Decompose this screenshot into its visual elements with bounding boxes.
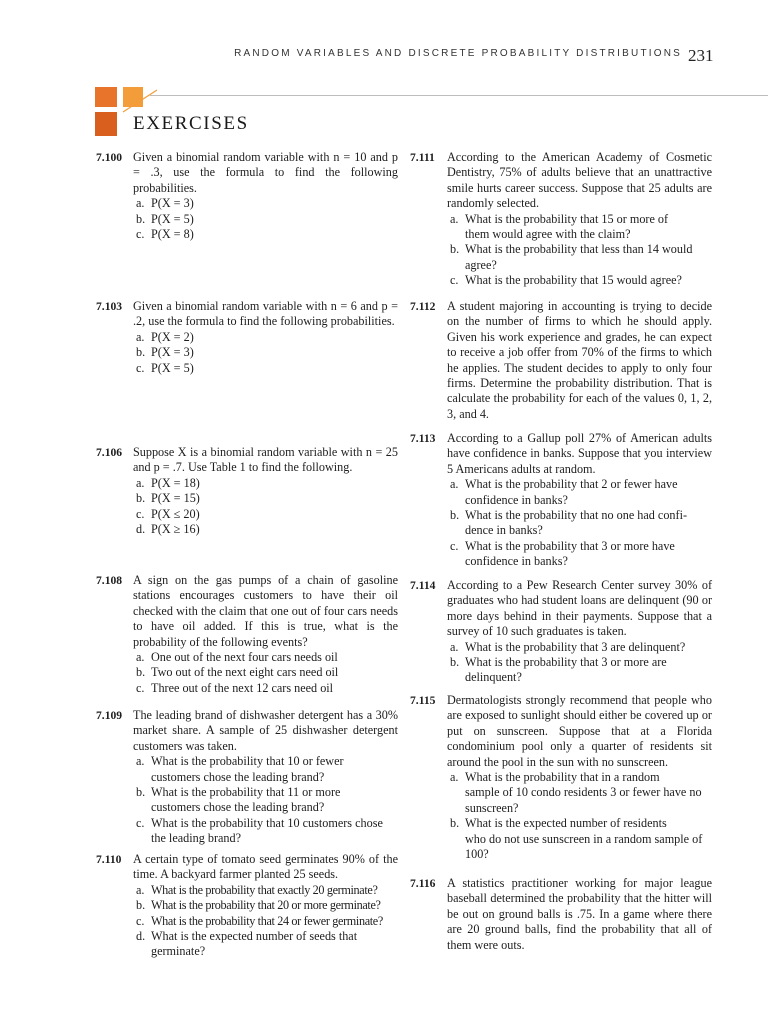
part-line: What is the probability that 3 or more are	[465, 655, 667, 670]
part-text: P(X = 18)	[151, 475, 200, 490]
part-text: P(X = 5)	[151, 360, 194, 375]
exercise-7-103	[96, 299, 398, 376]
part-label: a.	[136, 475, 145, 490]
part-label: c.	[450, 538, 459, 553]
part-continuation: customers chose the leading brand?	[151, 800, 325, 815]
part-label: a.	[450, 639, 459, 654]
exercise-part	[133, 507, 398, 522]
exercise-part	[133, 476, 398, 491]
exercise-number: 7.113	[410, 432, 436, 445]
exercise-part	[133, 650, 398, 665]
exercise-part	[133, 665, 398, 680]
part-label: c.	[136, 227, 145, 242]
exercise-text: According to a Pew Research Center survey 30% of graduates who had student loans are delinquent (90 or more days behind in their payments. Suppose that a survey of 10 such graduates is taken.	[447, 578, 712, 639]
part-line: What is the probability that 11 or more	[151, 785, 341, 800]
exercise-part	[447, 477, 712, 508]
exercise-part	[133, 212, 398, 227]
part-label: b.	[136, 211, 146, 226]
exercise-part	[133, 361, 398, 376]
part-label: b.	[450, 816, 460, 831]
exercise-part	[133, 816, 398, 847]
exercise-part	[133, 681, 398, 696]
part-line: What is the probability that no one had confi-	[465, 508, 688, 523]
exercise-part	[447, 212, 712, 243]
part-continuation: the leading brand?	[151, 831, 242, 846]
part-text: P(X = 8)	[151, 227, 194, 242]
part-text: What is the probability that 3 are delinquent?	[465, 639, 686, 654]
exercise-7-116	[410, 876, 712, 953]
part-text: P(X = 5)	[151, 211, 194, 226]
part-label: c.	[136, 815, 145, 830]
part-label: b.	[136, 345, 146, 360]
exercise-number: 7.103	[96, 300, 123, 313]
part-line: What is the probability that less than 14 would	[465, 242, 693, 257]
part-label: b.	[450, 242, 460, 257]
exercise-text: According to a Gallup poll 27% of American adults have confidence in banks. Suppose that you interview 5 Americans adults at random.	[447, 431, 712, 476]
exercise-part	[133, 914, 398, 929]
exercise-body	[447, 431, 712, 570]
part-label: a.	[136, 329, 145, 344]
exercise-parts	[133, 476, 398, 538]
exercise-parts	[133, 650, 398, 696]
exercise-number: 7.108	[96, 574, 123, 587]
part-text	[465, 655, 712, 686]
part-label: d.	[136, 522, 146, 537]
part-text: What is the probability that 20 or more germinate?	[151, 898, 381, 913]
exercise-part	[133, 785, 398, 816]
section-title: EXERCISES	[133, 113, 249, 134]
part-text: P(X = 3)	[151, 196, 194, 211]
part-text: What is the probability that 15 would agree?	[465, 273, 682, 288]
exercise-body	[133, 852, 398, 960]
exercise-part	[133, 196, 398, 211]
part-continuation: confidence in banks?	[465, 492, 568, 507]
part-label: c.	[136, 506, 145, 521]
exercise-part	[447, 539, 712, 570]
exercise-part	[133, 883, 398, 898]
part-text: P(X ≤ 20)	[151, 506, 200, 521]
part-line: What is the probability that 10 or fewer	[151, 754, 344, 769]
part-line: What is the probability that 10 customers chose	[151, 815, 383, 830]
exercise-text: A sign on the gas pumps of a chain of gasoline stations encourages customers to have their oil checked with the claim that one out of four cars needs to have oil added. If this is true, what is the probability of the following events?	[133, 573, 398, 649]
exercise-parts	[447, 477, 712, 569]
part-label: b.	[136, 785, 146, 800]
exercise-body	[447, 150, 712, 289]
exercise-part	[133, 491, 398, 506]
exercise-parts	[447, 212, 712, 289]
exercise-part	[447, 770, 712, 816]
exercise-part	[133, 754, 398, 785]
part-text	[465, 212, 712, 243]
exercise-part	[133, 929, 398, 960]
part-label: d.	[136, 929, 146, 944]
exercise-part	[447, 655, 712, 686]
part-continuation: confidence in banks?	[465, 554, 568, 569]
exercise-7-108	[96, 573, 398, 696]
header-rule	[150, 95, 768, 96]
part-text: P(X = 15)	[151, 491, 200, 506]
part-label: a.	[450, 477, 459, 492]
exercise-7-100	[96, 150, 398, 242]
page-number: 231	[688, 46, 714, 65]
exercise-7-112	[410, 299, 712, 422]
exercise-text: According to the American Academy of Cosmetic Dentistry, 75% of adults believe that an unattractive smile hurts career success. Suppose that 25 adults are randomly selected.	[447, 150, 712, 211]
exercise-parts	[133, 883, 398, 960]
exercise-parts	[133, 196, 398, 242]
part-text	[151, 785, 398, 816]
exercise-body	[133, 299, 398, 376]
exercise-text: A certain type of tomato seed germinates 90% of the time. A backyard farmer planted 25 seeds.	[133, 852, 398, 882]
part-line: What is the expected number of seeds that	[151, 929, 358, 944]
part-line: What is the probability that 3 or more have	[465, 538, 675, 553]
exercise-text: A statistics practitioner working for major league baseball determined the probability that the hitter will be out on ground balls is .75. In a game where there are 20 ground balls, find the probability that all of them were outs.	[447, 876, 712, 952]
part-text	[465, 477, 712, 508]
exercise-body	[133, 708, 398, 847]
exercise-parts	[447, 640, 712, 686]
exercise-text: A student majoring in accounting is trying to decide on the number of firms to which he should apply. Given his work experience and grades, he can expect to receive a job offer from 70% of the firms to which he applies. The student decides to apply to only four firms. Determine the probability distribution. That is calculate the probability for each of the values 0, 1, 2, 3, and 4.	[447, 299, 712, 421]
part-continuation: delinquent?	[465, 670, 522, 685]
part-line: What is the expected number of residents	[465, 816, 667, 831]
part-continuation: sample of 10 condo residents 3 or fewer have no sunscreen?	[465, 785, 702, 815]
exercise-parts	[447, 770, 712, 862]
exercise-number: 7.111	[410, 151, 435, 164]
exercise-number: 7.116	[410, 877, 436, 890]
part-text	[465, 770, 712, 816]
exercise-body	[447, 693, 712, 862]
exercise-text: Dermatologists strongly recommend that people who are exposed to sunlight should either be covered up or put on sunscreen. Suppose that at a Florida condominium pool only a quarter of residents sit around the pool in the sun with no sunscreen.	[447, 693, 712, 769]
part-label: a.	[136, 882, 145, 897]
part-line: What is the probability that 15 or more of	[465, 211, 669, 226]
exercise-parts	[133, 754, 398, 846]
part-label: b.	[450, 508, 460, 523]
part-continuation: germinate?	[151, 944, 206, 959]
part-text: Three out of the next 12 cars need oil	[151, 680, 334, 695]
exercise-part	[133, 345, 398, 360]
part-continuation: dence in banks?	[465, 523, 543, 538]
exercise-part	[133, 227, 398, 242]
exercise-body	[447, 876, 712, 953]
part-label: a.	[450, 770, 459, 785]
exercise-number: 7.115	[410, 694, 436, 707]
part-text	[465, 508, 712, 539]
part-continuation: customers chose the leading brand?	[151, 769, 325, 784]
exercise-part	[447, 816, 712, 862]
exercise-part	[133, 898, 398, 913]
part-label: a.	[450, 211, 459, 226]
exercise-part	[447, 242, 712, 273]
part-text: Two out of the next eight cars need oil	[151, 665, 339, 680]
exercise-text: Suppose X is a binomial random variable with n = 25 and p = .7. Use Table 1 to find the following.	[133, 445, 398, 475]
part-label: c.	[136, 360, 145, 375]
part-line: What is the probability that in a random	[465, 770, 660, 785]
exercise-number: 7.110	[96, 853, 122, 866]
exercise-7-110	[96, 852, 398, 960]
part-continuation: who do not use sunscreen in a random sample of 100?	[465, 831, 703, 862]
part-text: One out of the next four cars needs oil	[151, 650, 338, 665]
exercise-parts	[133, 330, 398, 376]
exercise-text: Given a binomial random variable with n = 10 and p = .3, use the formula to find the following probabilities.	[133, 150, 398, 195]
part-text	[151, 816, 398, 847]
part-label: b.	[136, 665, 146, 680]
part-text	[465, 242, 712, 273]
part-label: b.	[136, 491, 146, 506]
part-text	[151, 754, 398, 785]
part-label: b.	[136, 898, 146, 913]
exercise-body	[133, 150, 398, 242]
exercise-7-109	[96, 708, 398, 847]
exercise-7-111	[410, 150, 712, 289]
part-label: a.	[136, 196, 145, 211]
part-text: P(X = 2)	[151, 329, 194, 344]
exercise-text: The leading brand of dishwasher detergent has a 30% market share. A sample of 25 dishwasher detergent customers was taken.	[133, 708, 398, 753]
running-head: RANDOM VARIABLES AND DISCRETE PROBABILITY DISTRIBUTIONS	[234, 48, 682, 59]
exercise-part	[447, 640, 712, 655]
exercise-7-106	[96, 445, 398, 537]
part-text: P(X ≥ 16)	[151, 522, 200, 537]
exercise-part	[447, 508, 712, 539]
exercise-body	[447, 299, 712, 422]
exercise-body	[447, 578, 712, 686]
part-label: a.	[136, 650, 145, 665]
part-text: What is the probability that exactly 20 germinate?	[151, 882, 378, 897]
part-text	[465, 539, 712, 570]
exercise-number: 7.114	[410, 579, 436, 592]
part-line: What is the probability that 2 or fewer have	[465, 477, 678, 492]
part-text	[151, 929, 398, 960]
exercise-part	[133, 330, 398, 345]
exercise-part	[133, 522, 398, 537]
exercise-number: 7.109	[96, 709, 123, 722]
exercise-number: 7.106	[96, 446, 123, 459]
exercise-7-114	[410, 578, 712, 686]
part-label: c.	[136, 913, 145, 928]
part-label: a.	[136, 754, 145, 769]
exercise-body	[133, 573, 398, 696]
exercise-7-113	[410, 431, 712, 570]
exercise-number: 7.100	[96, 151, 123, 164]
part-text: P(X = 3)	[151, 345, 194, 360]
part-label: c.	[450, 273, 459, 288]
exercise-7-115	[410, 693, 712, 862]
exercise-text: Given a binomial random variable with n = 6 and p = .2, use the formula to find the following probabilities.	[133, 299, 398, 329]
exercise-number: 7.112	[410, 300, 436, 313]
part-label: c.	[136, 680, 145, 695]
part-text: What is the probability that 24 or fewer germinate?	[151, 913, 383, 928]
part-continuation: agree?	[465, 257, 497, 272]
part-continuation: them would agree with the claim?	[465, 227, 631, 242]
part-label: b.	[450, 655, 460, 670]
part-text	[465, 816, 712, 862]
exercise-body	[133, 445, 398, 537]
exercise-part	[447, 273, 712, 288]
